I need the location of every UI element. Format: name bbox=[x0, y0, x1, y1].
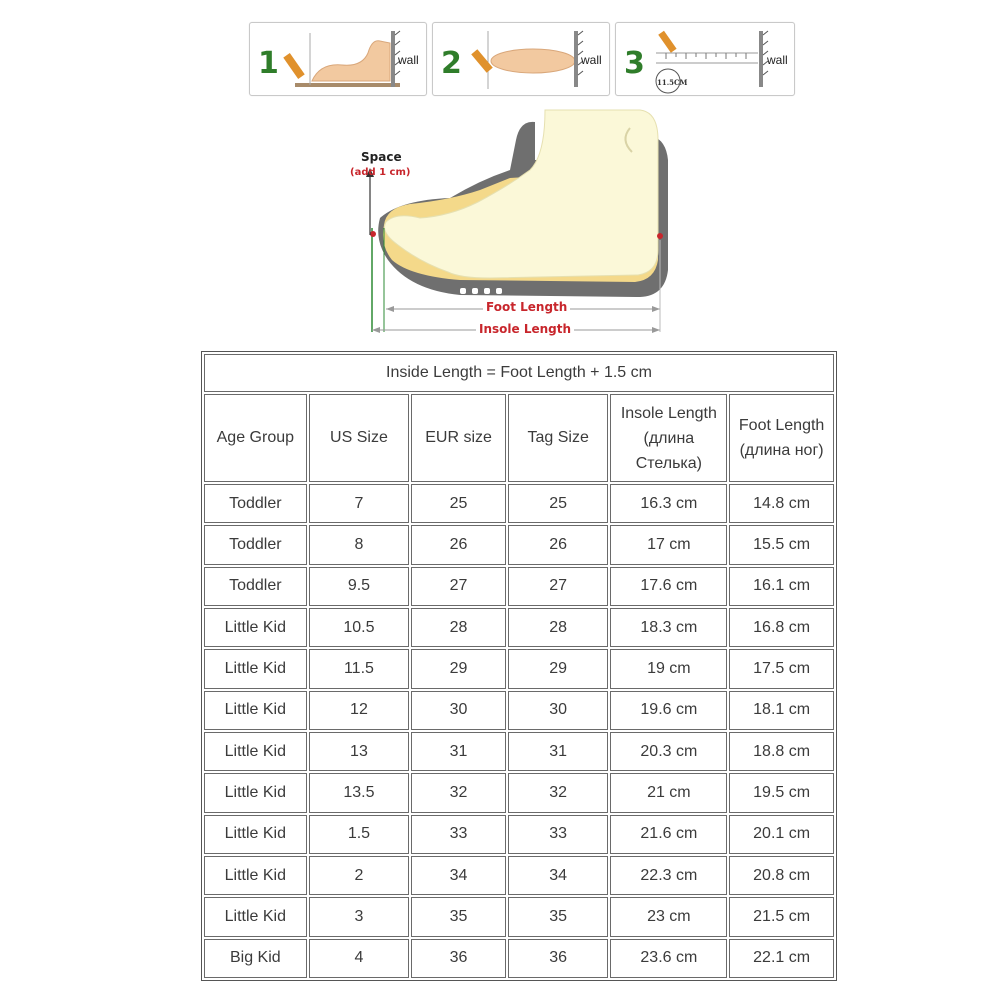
cell-insole-length: 16.3 cm bbox=[610, 484, 727, 523]
cell-foot-length: 18.8 cm bbox=[729, 732, 834, 771]
cell-us-size: 7 bbox=[309, 484, 410, 523]
cell-tag-size: 25 bbox=[508, 484, 609, 523]
cell-foot-length: 20.8 cm bbox=[729, 856, 834, 895]
table-row bbox=[204, 897, 834, 936]
cell-eur-size: 27 bbox=[411, 567, 506, 606]
ruler-badge: 11.5CM bbox=[657, 78, 688, 87]
step-number: 3 bbox=[624, 46, 645, 81]
cell-age-group: Little Kid bbox=[204, 608, 307, 647]
table-row bbox=[204, 484, 834, 523]
cell-eur-size: 35 bbox=[411, 897, 506, 936]
cell-insole-length: 17.6 cm bbox=[610, 567, 727, 606]
cell-foot-length: 14.8 cm bbox=[729, 484, 834, 523]
header-insole-length bbox=[610, 394, 727, 482]
cell-age-group: Toddler bbox=[204, 484, 307, 523]
cell-us-size: 4 bbox=[309, 939, 410, 978]
cell-eur-size: 36 bbox=[411, 939, 506, 978]
cell-foot-length: 16.1 cm bbox=[729, 567, 834, 606]
table-title: Inside Length = Foot Length + 1.5 cm bbox=[204, 354, 834, 392]
cell-age-group: Toddler bbox=[204, 567, 307, 606]
cell-insole-length: 18.3 cm bbox=[610, 608, 727, 647]
cell-age-group: Big Kid bbox=[204, 939, 307, 978]
cell-eur-size: 28 bbox=[411, 608, 506, 647]
cell-age-group: Little Kid bbox=[204, 732, 307, 771]
wall-label: wall bbox=[767, 53, 788, 67]
cell-age-group: Little Kid bbox=[204, 815, 307, 854]
cell-foot-length: 18.1 cm bbox=[729, 691, 834, 730]
header-insole-line3: Стелька) bbox=[635, 454, 703, 472]
cell-foot-length: 15.5 cm bbox=[729, 525, 834, 564]
table-row bbox=[204, 567, 834, 606]
cell-us-size: 2 bbox=[309, 856, 410, 895]
table-row bbox=[204, 691, 834, 730]
cell-us-size: 1.5 bbox=[309, 815, 410, 854]
measure-step-3 bbox=[615, 22, 795, 96]
cell-tag-size: 30 bbox=[508, 691, 609, 730]
header-tag-size: Tag Size bbox=[508, 394, 609, 482]
wall-label: wall bbox=[398, 53, 419, 67]
header-age-group: Age Group bbox=[204, 394, 307, 482]
cell-us-size: 12 bbox=[309, 691, 410, 730]
table-row bbox=[204, 939, 834, 978]
cell-eur-size: 29 bbox=[411, 649, 506, 688]
cell-insole-length: 22.3 cm bbox=[610, 856, 727, 895]
cell-age-group: Little Kid bbox=[204, 691, 307, 730]
cell-foot-length: 20.1 cm bbox=[729, 815, 834, 854]
header-insole-line2: (длина bbox=[643, 429, 695, 447]
cell-insole-length: 23.6 cm bbox=[610, 939, 727, 978]
cell-foot-length: 21.5 cm bbox=[729, 897, 834, 936]
cell-foot-length: 16.8 cm bbox=[729, 608, 834, 647]
cell-insole-length: 19.6 cm bbox=[610, 691, 727, 730]
cell-us-size: 11.5 bbox=[309, 649, 410, 688]
cell-us-size: 9.5 bbox=[309, 567, 410, 606]
cell-insole-length: 17 cm bbox=[610, 525, 727, 564]
cell-foot-length: 17.5 cm bbox=[729, 649, 834, 688]
table-header-row bbox=[204, 394, 834, 482]
cell-tag-size: 36 bbox=[508, 939, 609, 978]
cell-us-size: 3 bbox=[309, 897, 410, 936]
cell-tag-size: 27 bbox=[508, 567, 609, 606]
insole-length-label: Insole Length bbox=[476, 322, 574, 336]
space-label: Space bbox=[361, 150, 402, 164]
wall-label: wall bbox=[581, 53, 602, 67]
table-row bbox=[204, 649, 834, 688]
table-row bbox=[204, 815, 834, 854]
cell-age-group: Little Kid bbox=[204, 897, 307, 936]
header-insole-line1: Insole Length bbox=[620, 404, 717, 422]
step-number: 1 bbox=[258, 46, 279, 81]
foot-length-label: Foot Length bbox=[483, 300, 570, 314]
header-foot-line1: Foot Length bbox=[738, 417, 825, 434]
header-foot-line2: (длина ног) bbox=[739, 442, 824, 459]
step-number: 2 bbox=[441, 46, 462, 81]
cell-age-group: Toddler bbox=[204, 525, 307, 564]
table-row bbox=[204, 732, 834, 771]
cell-foot-length: 19.5 cm bbox=[729, 773, 834, 812]
cell-eur-size: 25 bbox=[411, 484, 506, 523]
table-title-row bbox=[204, 354, 834, 392]
cell-us-size: 13.5 bbox=[309, 773, 410, 812]
cell-insole-length: 19 cm bbox=[610, 649, 727, 688]
header-us-size: US Size bbox=[309, 394, 410, 482]
cell-insole-length: 20.3 cm bbox=[610, 732, 727, 771]
header-foot-length bbox=[729, 394, 834, 482]
shoe-fit-diagram bbox=[340, 100, 680, 345]
table-row bbox=[204, 525, 834, 564]
cell-us-size: 10.5 bbox=[309, 608, 410, 647]
cell-insole-length: 21 cm bbox=[610, 773, 727, 812]
header-eur-size: EUR size bbox=[411, 394, 506, 482]
table-row bbox=[204, 773, 834, 812]
cell-insole-length: 21.6 cm bbox=[610, 815, 727, 854]
cell-age-group: Little Kid bbox=[204, 856, 307, 895]
cell-us-size: 8 bbox=[309, 525, 410, 564]
size-chart-table bbox=[201, 351, 837, 981]
cell-eur-size: 34 bbox=[411, 856, 506, 895]
cell-foot-length: 22.1 cm bbox=[729, 939, 834, 978]
measure-step-2 bbox=[432, 22, 610, 96]
cell-tag-size: 34 bbox=[508, 856, 609, 895]
cell-age-group: Little Kid bbox=[204, 773, 307, 812]
cell-tag-size: 31 bbox=[508, 732, 609, 771]
table-row bbox=[204, 856, 834, 895]
cell-eur-size: 33 bbox=[411, 815, 506, 854]
cell-tag-size: 32 bbox=[508, 773, 609, 812]
space-note: (add 1 cm) bbox=[350, 167, 411, 178]
measure-step-1 bbox=[249, 22, 427, 96]
cell-eur-size: 31 bbox=[411, 732, 506, 771]
cell-tag-size: 26 bbox=[508, 525, 609, 564]
table-row bbox=[204, 608, 834, 647]
cell-eur-size: 32 bbox=[411, 773, 506, 812]
cell-tag-size: 35 bbox=[508, 897, 609, 936]
cell-eur-size: 26 bbox=[411, 525, 506, 564]
cell-eur-size: 30 bbox=[411, 691, 506, 730]
cell-age-group: Little Kid bbox=[204, 649, 307, 688]
cell-insole-length: 23 cm bbox=[610, 897, 727, 936]
cell-tag-size: 33 bbox=[508, 815, 609, 854]
cell-tag-size: 29 bbox=[508, 649, 609, 688]
cell-us-size: 13 bbox=[309, 732, 410, 771]
cell-tag-size: 28 bbox=[508, 608, 609, 647]
